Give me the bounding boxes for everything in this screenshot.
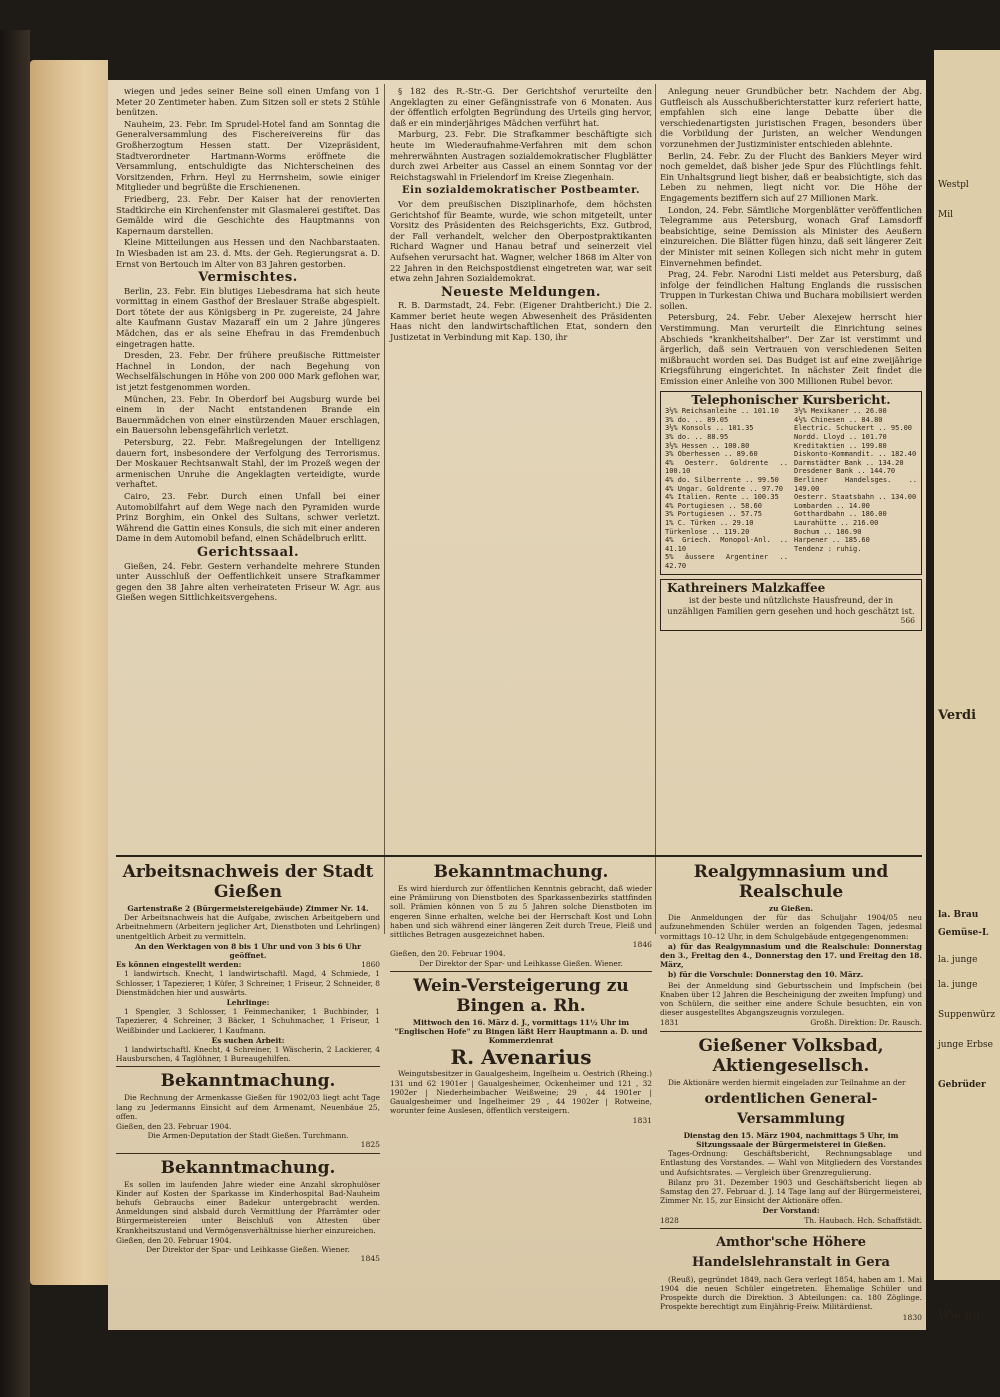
stock-row: 1% C. Türken .. 29.10 bbox=[665, 518, 754, 527]
bekanntmachung-date: Gießen, den 20. Februar 1904. bbox=[390, 949, 506, 959]
scan-background bbox=[0, 30, 30, 1397]
arbeitsnachweis-subhead: Es können eingestellt werden: bbox=[116, 960, 242, 970]
stock-row: 3½% Mexikaner .. 26.00 bbox=[794, 407, 887, 416]
article-cairo: Cairo, 23. Febr. Durch einen Unfall bei einer Automobilfahrt auf dem Wege nach den Pyramiden wurde Prinz Borghim, ein Onkel des Sultans, schwer verletzt. Während die Gattin eines Konsuls, die sich mit einer anderen Dame in dem Automobil befand, einen Schädelbruch erlitt. bbox=[116, 490, 380, 544]
newspaper-page bbox=[108, 80, 926, 1330]
bekanntmachung-title: Bekanntmachung. bbox=[160, 1157, 336, 1178]
wein-versteigerung-title: Wein-Versteigerung zu Bingen a. Rh. bbox=[413, 975, 629, 1016]
article-berlin-bankier: Berlin, 24. Febr. Zu der Flucht des Bankiers Meyer wird noch gemeldet, daß bisher jede Spur des Flüchtlings fehlt. Ein Unhaltsgrund liegt bisher, daß er beabsichtigte, sich das Leben zu nehmen, liegt nicht vor. Die Höhe der Engagements beziffern sich auf 27 Millionen Mark. bbox=[660, 150, 922, 203]
article-petersburg-2: Petersburg, 24. Febr. Ueber Alexejew herrscht hier Verstimmung. Man verurteilt die Einrichtung seines Abschieds "krankheitshalber". Der Zar ist verstimmt und ärgerlich, daß sein Vertrauen von verschiedenen Seiten mißbraucht worden sei. Das Budget ist auf eine zweijährige Kriegsführung eingerichtet. In nächster Zeit findet die Emission einer Anleihe von 300 Millionen Rubel bevor. bbox=[660, 312, 922, 387]
facing-page-text: la. Brau bbox=[938, 910, 979, 920]
realgymnasium-subtitle: zu Gießen. bbox=[768, 904, 814, 913]
bekanntmachung-date: Gießen, den 20. Februar 1904. bbox=[116, 1235, 232, 1245]
section-title-vermischtes: Vermischtes. bbox=[198, 270, 298, 286]
column-2 bbox=[390, 86, 652, 856]
arbeitsnachweis-text: Der Arbeitsnachweis hat die Aufgabe, zwischen Arbeitgebern und Arbeitnehmern (Arbeitern jeglicher Art, Dienstboten und Lehrlingen) unentgeltlich Arbeit zu vermitteln. bbox=[116, 913, 380, 941]
article-muenchen: München, 23. Febr. In Oberdorf bei Augsburg wurde bei einem in der Nacht entstandenen Brande ein Bauernmädchen von einer einstürzenden Mauer erschlagen, ein Bauersohn lebensgefährlich verletzt. bbox=[116, 393, 380, 436]
arbeitsnachweis-subhead: Lehrlinge: bbox=[226, 998, 270, 1008]
wein-versteigerung-name: R. Avenarius bbox=[450, 1045, 592, 1070]
book-binding bbox=[30, 60, 108, 1285]
stock-row: 3½% Reichsanleihe .. 101.10 bbox=[665, 407, 779, 416]
stock-tendency: Tendenz : ruhig. bbox=[794, 544, 862, 553]
amthor-text: (Reuß), gegründet 1849, nach Gera verlegt 1854, haben am 1. Mai 1904 die neuen Schüler eingetreten. Ehemalige Schüler und Prospekte durch die Direktion. 3 Abteilungen: ca. 180 Zöglinge. Prospekte berechtigt zum Einjährig-Freiw. Militärdienst. bbox=[660, 1274, 922, 1312]
wein-versteigerung-text: Weingutsbesitzer in Gaualgesheim, Ingelheim u. Oestrich (Rheing.) 131 und 62 1901er | Gaualgesheimer, Ockenheimer und 121 , 32 1902er | Niederheimbacher Weißweine; 29 , 44 1901er | Gaualgesheimer und Ingelheimer 29 , 44 1902er | Rotweine, worunter feine Auslesen, öffentlich versteigern. bbox=[390, 1069, 652, 1116]
volksbad-date: Dienstag den 15. März 1904, nachmittags 5 Uhr, im Sitzungssaale der Bürgermeisterei in Gießen. bbox=[683, 1130, 899, 1150]
stock-row: Lombarden .. 14.00 bbox=[794, 501, 870, 510]
bekanntmachung-text: Die Rechnung der Armenkasse Gießen für 1902/03 liegt acht Tage lang zu Jedermanns Einsicht auf dem Armenamt, Neuenbäue 25, offen. bbox=[116, 1093, 380, 1121]
article-intro: wiegen und jedes seiner Beine soll einen Umfang von 1 Meter 20 Zentimeter haben. Zum Sitzen soll er stets 2 Stühle benützen. bbox=[116, 86, 380, 118]
amthor-title: Amthor'sche Höhere Handelslehranstalt in Gera bbox=[692, 1234, 890, 1270]
stock-row: 3% Portugiesen .. 57.75 bbox=[665, 510, 762, 519]
stock-row: 4% Oesterr. Goldrente .. 100.10 bbox=[665, 458, 788, 476]
ad-number: 1846 bbox=[632, 940, 652, 950]
stock-row: Laurahütte .. 216.00 bbox=[794, 518, 879, 527]
article-grundbuecher: Anlegung neuer Grundbücher betr. Nachdem der Abg. Gutfleisch als Ausschußberichterstatter kurz referiert hatte, empfahlen sich eine lange Debatte über die verschiedenartigsten juristischen Fragen, besonders über die Vorbildung der Juristen, an welcher Wendungen vorzunehmen der Justizminister entschieden ablehnte. bbox=[660, 86, 922, 149]
stock-list-right bbox=[794, 407, 917, 570]
bekanntmachung-title: Bekanntmachung. bbox=[160, 1071, 336, 1092]
stock-row: Harpener .. 185.60 bbox=[794, 536, 870, 545]
ad-section-rule bbox=[116, 855, 922, 857]
stock-row: 5% äussere Argentiner .. 42.70 bbox=[665, 553, 788, 570]
stock-row: 3% do. .. 89.05 bbox=[665, 415, 729, 424]
stock-row: Diskonto-Kommandit. .. 182.40 bbox=[794, 450, 917, 459]
stock-row: 3½% Hessen .. 100.80 bbox=[665, 441, 750, 450]
stock-row: 3½% Konsols .. 101.35 bbox=[665, 424, 754, 433]
arbeitsnachweis-hours: An den Werktagen von 8 bis 1 Uhr und von 3 bis 6 Uhr geöffnet. bbox=[134, 941, 362, 961]
section-title-neueste: Neueste Meldungen. bbox=[441, 284, 601, 300]
stock-row: Darmstädter Bank .. 134.20 bbox=[794, 458, 904, 467]
arbeitsnachweis-list: 1 Spengler, 3 Schlosser, 1 Feinmechaniker, 1 Buchbinder, 1 Tapezierer, 4 Schreiner, 3 Bäcker, 1 Schuhmacher, 1 Friseur, 1 Weißbinder und Lackierer, 1 Kaufmann. bbox=[116, 1007, 380, 1035]
ads-column-3 bbox=[660, 860, 922, 1325]
stock-row: Nordd. Lloyd .. 101.70 bbox=[794, 433, 887, 441]
wein-versteigerung-date: Mittwoch den 16. März d. J., vormittags 11½ Uhr im "Englischen Hofe" zu Bingen läßt Herr Hauptmann a. D. und Kommerzienrat bbox=[394, 1017, 648, 1046]
arbeitsnachweis-address: Gartenstraße 2 (Bürgermeistereigebäude) Zimmer Nr. 14. bbox=[127, 904, 369, 913]
ads-column-1 bbox=[116, 860, 380, 1325]
stock-row: 3% Oberhessen .. 89.60 bbox=[665, 450, 758, 459]
stock-row: Dresdener Bank .. 144.70 bbox=[794, 467, 896, 476]
bekanntmachung-text: Es sollen im laufenden Jahre wieder eine Anzahl skrophulöser Kinder auf Kosten der Sparkasse im Kinderhospital Bad-Nauheim behufs Gebrauchs einer Badekur untergebracht werden. Anmeldungen sind alsbald durch Vermittlung der Pfarrämter oder Bürgermeistereien unter Beischluß von Attesten über Krankheitszustand und Vermögensverhältnisse hierher einzureichen. bbox=[116, 1179, 380, 1235]
stock-row: 3% do. .. 88.95 bbox=[665, 433, 729, 441]
ad-number: 566 bbox=[900, 616, 915, 626]
realgymnasium-dates-b: b) für die Vorschule: Donnerstag den 10. März. bbox=[668, 970, 864, 980]
ad-number: 1828 bbox=[660, 1215, 679, 1225]
facing-page-text: Wie nu bbox=[938, 1308, 981, 1322]
stock-row: 4% Italien. Rente .. 100.35 bbox=[665, 493, 779, 502]
stock-row: 4% Ungar. Goldrente .. 97.70 bbox=[665, 484, 784, 493]
volksbad-text-2: Bilanz pro 31. Dezember 1903 und Geschäftsbericht liegen ab Samstag den 27. Februar d. J. 14 Tage lang auf der Bürgermeisterei, Zimmer Nr. 15, zur Einsicht der Aktionäre offen. bbox=[660, 1177, 922, 1206]
volksbad-title: Gießener Volksbad, Aktiengesellsch. bbox=[698, 1035, 884, 1076]
bekanntmachung-signature: Der Direktor der Spar- und Leihkasse Gießen. Wiener. bbox=[146, 1245, 350, 1255]
bekanntmachung-text: Es wird hierdurch zur öffentlichen Kenntnis gebracht, daß wieder eine Prämiirung von Dienstboten des Sparkassenbezirks stattfinden soll. Prämien können von 5 zu 5 Jahren solche Dienstboten im engeren Sinne erhalten, welche bei der Herrschaft Kost und Lohn haben und sich während einer längeren Zeit durch Treue, Fleiß und sittliches Betragen ausgezeichnet haben. bbox=[390, 884, 652, 940]
ads-column-2 bbox=[390, 860, 652, 1325]
facing-page-text: Mil bbox=[938, 210, 953, 220]
stock-row: Kreditaktien .. 199.80 bbox=[794, 441, 887, 450]
kathreiner-text: ist der beste und nützlichste Hausfreund, der in unzähligen Familien gern gesehen und hoch geschätzt ist. bbox=[667, 595, 915, 616]
article-berlin: Berlin, 23. Febr. Ein blutiges Liebesdrama hat sich heute vormittag in einem Gasthof der Breslauer Straße abgespielt. Dort tötete der aus Königsberg in Pr. zugereiste, 24 Jahre alte Kaufmann Gustav Mazaraff ein um 2 Jahre jüngeres Mädchen, das er als seine Ehefrau in das Fremdenbuch eingetragen hatte. bbox=[116, 285, 380, 349]
kathreiner-title: Kathreiners Malzkaffee bbox=[667, 580, 826, 595]
article-petersburg: Petersburg, 22. Febr. Maßregelungen der Intelligenz dauern fort, insbesondere der Verfolgung des Terrorismus. Der Moskauer Rechtsanwalt Stahl, der im Prozeß wegen der armenischen Unruhe die Angeklagten verteidigte, wurde verhaftet. bbox=[116, 437, 380, 490]
stock-row: Bochum .. 186.90 bbox=[794, 527, 862, 536]
volksbad-meeting: ordentlichen General-Versammlung bbox=[704, 1090, 878, 1127]
kathreiner-ad bbox=[660, 579, 922, 631]
bekanntmachung-signature: Der Direktor der Spar- und Leihkasse Gießen. Wiener. bbox=[419, 958, 623, 968]
stock-row: 4% Portugiesen .. 58.60 bbox=[665, 501, 762, 510]
facing-page-text: la. junge bbox=[938, 980, 978, 990]
realgymnasium-signature: Großh. Direktion: Dr. Rausch. bbox=[810, 1018, 922, 1028]
facing-page-text: Westpl bbox=[938, 180, 969, 190]
bekanntmachung-title: Bekanntmachung. bbox=[433, 862, 609, 882]
bekanntmachung-signature: Die Armen-Deputation der Stadt Gießen. Turchmann. bbox=[147, 1131, 349, 1141]
ad-number: 1825 bbox=[360, 1140, 380, 1150]
article-london: London, 24. Febr. Sämtliche Morgenblätter veröffentlichen Telegramme aus Petersburg, wonach Graf Lamsdorff beabsichtige, seine Demission als Minister des Aeußern einzureichen. Die Blätter fügen hinzu, daß seit längerer Zeit der Minister mit seinen Kollegen sich nicht mehr in gutem Einvernehmen befindet. bbox=[660, 204, 922, 268]
stock-row: Gotthardbahn .. 186.00 bbox=[794, 510, 887, 519]
column-rule bbox=[384, 84, 385, 934]
stock-report-title: Telephonischer Kursbericht. bbox=[691, 391, 891, 407]
column-3 bbox=[660, 86, 922, 856]
arbeitsnachweis-title: Arbeitsnachweis der Stadt Gießen bbox=[122, 862, 374, 902]
section-title-postbeamter: Ein sozialdemokratischer Postbeamter. bbox=[402, 185, 640, 197]
facing-page-text: Gebrüder bbox=[938, 1080, 986, 1090]
column-rule bbox=[655, 84, 656, 934]
realgymnasium-text-2: Bei der Anmeldung sind Geburtsschein und Impfschein (bei Knaben über 12 Jahren die Bescheinigung der zweiten Impfung) und von Schülern, die seither eine andere Schule besuchten, ein von dieser ausgestelltes Abgangszeugnis vorzulegen. bbox=[660, 980, 922, 1018]
facing-page-text: la. junge bbox=[938, 955, 978, 965]
article-postbeamter: Vor dem preußischen Disziplinarhofe, dem höchsten Gerichtshof für Beamte, wurde, wie schon mitgeteilt, unter Vorsitz des Präsidenten des Reichsgerichts, Exz. Gutbrod, der Fall verhandelt, welcher den Oberpostpraktikanten Richard Wagner und Hanau betraf und seinerzeit viel Aufsehen verursacht hat. Wagner, welcher 1868 im Alter von 22 Jahren in den Reichspostdienst eingetreten war, war seit etwa zehn Jahren Sozialdemokrat. bbox=[390, 198, 652, 284]
bekanntmachung-date: Gießen, den 23. Februar 1904. bbox=[116, 1122, 232, 1132]
ad-number: 1860 bbox=[361, 960, 380, 970]
stock-row: 4% Griech. Monopol-Anl. .. 41.10 bbox=[665, 536, 788, 553]
facing-page-edge bbox=[934, 50, 1000, 1322]
volksbad-signature: Th. Haubach. Hch. Schaffstädt. bbox=[804, 1215, 922, 1225]
article-darmstadt: R. B. Darmstadt, 24. Febr. (Eigener Drahtbericht.) Die 2. Kammer beriet heute wegen Abwesenheit des Präsidenten Haas nicht den landwirtschaftlichen Etat, sondern den Justizetat in Verbindung mit Kap. 130, ihr bbox=[390, 300, 652, 343]
stock-row: Oesterr. Staatsbahn .. 134.00 bbox=[794, 493, 917, 502]
column-1 bbox=[116, 86, 380, 856]
stock-row: 4½% Chinesen .. 84.80 bbox=[794, 415, 883, 424]
ad-number: 1831 bbox=[632, 1116, 652, 1126]
facing-page-text: Verdi bbox=[938, 708, 977, 723]
arbeitsnachweis-list: 1 landwirtsch. Knecht, 1 landwirtschaftl. Magd, 4 Schmiede, 1 Schlosser, 1 Tapezierer, 1 Küfer, 3 Schreiner, 1 Friseur, 2 Schneider, 8 Dienstmädchen hier und auswärts. bbox=[116, 969, 380, 997]
ad-number: 1845 bbox=[360, 1254, 380, 1264]
facing-page-text: Suppenwürz bbox=[938, 1010, 996, 1020]
article-dresden: Dresden, 23. Febr. Der frühere preußische Rittmeister Hachnel in London, der nach Begehung von Wechselfälschungen in Höhe von 200 000 Mark geflohen war, ist jetzt festgenommen worden. bbox=[116, 350, 380, 393]
section-title-gerichtssaal: Gerichtssaal. bbox=[197, 544, 299, 560]
facing-page-text: Gemüse-L bbox=[938, 928, 989, 938]
stock-row: Türkenlose .. 119.20 bbox=[665, 527, 750, 536]
realgymnasium-dates-a: a) für das Realgymnasium und die Realschule: Donnerstag den 3., Freitag den 4., Donnerstag den 17. und Freitag den 18. März, bbox=[660, 941, 922, 970]
stock-row: Berliner Handelsges. .. 149.00 bbox=[794, 475, 917, 493]
volksbad-text: Die Aktionäre werden hiermit eingeladen zur Teilnahme an der bbox=[668, 1077, 906, 1087]
realgymnasium-text: Die Anmeldungen der für das Schuljahr 1904/05 neu aufzunehmenden Schüler werden an folgenden Tagen, jedesmal vormittags 10–12 Uhr, in dem Schulgebäude entgegengenommen: bbox=[660, 913, 922, 941]
article-continuation: § 182 des R.-Str.-G. Der Gerichtshof verurteilte den Angeklagten zu einer Gefängnisstrafe von 6 Monaten. Aus der öffentlich erfolgten Begründung des Urteils ging hervor, daß er ein minderjähriges Mädchen verführt hat. bbox=[390, 86, 652, 128]
volksbad-agenda: Tages-Ordnung: Geschäftsbericht, Rechnungsablage und Entlastung des Vorstandes. — Wahl von Mitgliedern des Vorstandes und Aufsichtsrates. — Vergleich über Grenzregulierung. bbox=[660, 1149, 922, 1177]
facing-page-text: junge Erbse bbox=[938, 1040, 993, 1050]
stock-row: 4% do. Silberrente .. 99.50 bbox=[665, 475, 779, 484]
stock-report-box bbox=[660, 391, 922, 575]
article-friedberg: Friedberg, 23. Febr. Der Kaiser hat der renovierten Stadtkirche ein Kirchenfenster mit Glasmalerei gestiftet. Das Gemälde wird die Geschichte des Hauptmanns von Kapernaum darstellen. bbox=[116, 193, 380, 236]
article-nauheim: Nauheim, 23. Febr. Im Sprudel-Hotel fand am Sonntag die Generalversammlung des Fischereivereins für das Großherzogtum Hessen statt. Der Vizepräsident, Stadtverordneter Hartmann-Worms eröffnete die Versammlung, entschuldigte das Nichterscheinen des Vorsitzenden, Frhrn. Heyl zu Herrnsheim, sowie einiger Mitglieder und begrüßte die Erschienenen. bbox=[116, 118, 380, 193]
article-prag: Prag, 24. Febr. Narodni Listi meldet aus Petersburg, daß infolge der feindlichen Haltung Englands die russischen Truppen in Turkestan Chiwa und Buchara mobilisiert werden sollen. bbox=[660, 269, 922, 311]
volksbad-board: Der Vorstand: bbox=[762, 1206, 820, 1216]
stock-list-left bbox=[665, 407, 788, 570]
realgymnasium-title: Realgymnasium und Realschule bbox=[693, 862, 889, 902]
stock-row: Electric. Schuckert .. 95.00 bbox=[794, 424, 913, 433]
arbeitsnachweis-list: 1 landwirtschaftl. Knecht, 4 Schreiner, 1 Wäscherin, 2 Lackierer, 4 Hausburschen, 4 Taglöhner, 1 Bureaugehilfen. bbox=[116, 1045, 380, 1064]
ad-number: 1830 bbox=[902, 1312, 922, 1322]
article-marburg: Marburg, 23. Febr. Die Strafkammer beschäftigte sich heute im Wiederaufnahme-Verfahren mit dem schon mehrerwähnten Austragen sozialdemokratischer Flugblätter durch zwei Arbeiter aus Cassel an einem Sonntag vor der Reichstagswahl in Frielendorf im Kreise Ziegenhain. bbox=[390, 129, 652, 182]
article-kleine: Kleine Mitteilungen aus Hessen und den Nachbarstaaten. In Wiesbaden ist am 23. d. Mts. der Geh. Regierungsrat a. D. Ernst von Bertouch im Alter von 83 Jahren gestorben. bbox=[116, 237, 380, 269]
arbeitsnachweis-subhead: Es suchen Arbeit: bbox=[211, 1035, 285, 1045]
article-giessen: Gießen, 24. Febr. Gestern verhandelte mehrere Stunden unter Ausschluß der Oeffentlichkeit unsere Strafkammer gegen den 38 Jahre alten verheirateten Friseur W. Agr. aus Gießen wegen Sittlichkeitsvergehens. bbox=[116, 560, 380, 603]
ad-number: 1831 bbox=[660, 1018, 679, 1028]
